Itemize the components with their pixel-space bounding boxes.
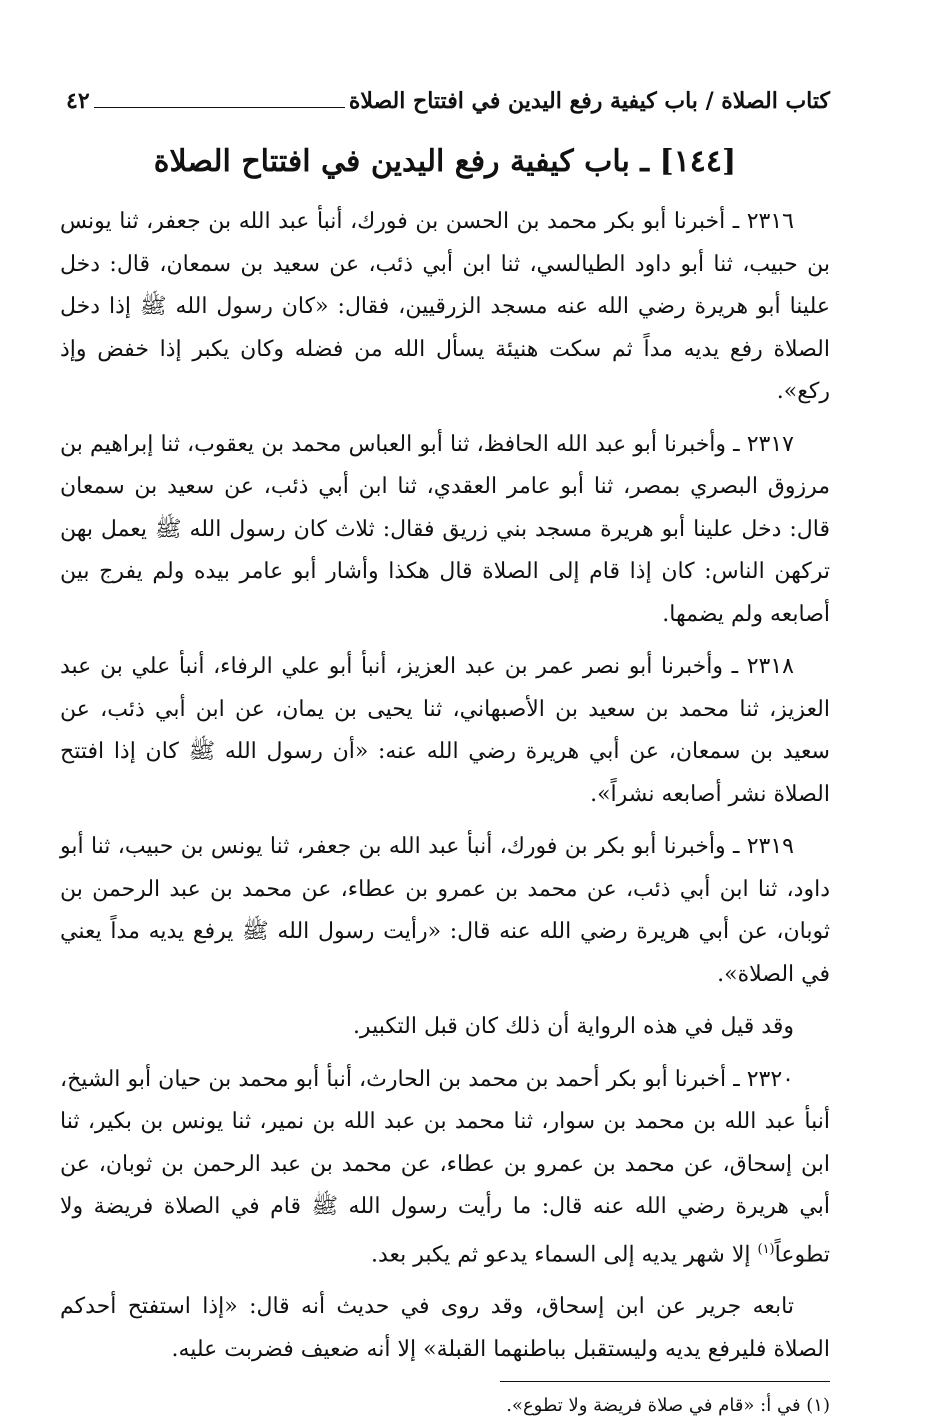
- hadith-2320-text-end: إلا شهر يديه إلى السماء يدعو ثم يكبر بعد.: [370, 1241, 758, 1267]
- footnote-reference: (١): [757, 1241, 775, 1257]
- header-rule: [94, 107, 345, 108]
- hadith-2318: ٢٣١٨ ـ وأخبرنا أبو نصر عمر بن عبد العزيز، أنبأ أبو علي الرفاء، أنبأ علي بن عبد العزيز، ثنا محمد بن سعيد بن الأصبهاني، ثنا يحيى بن يمان، عن ابن أبي ذئب، عن سعيد بن سمعان، عن أبي هريرة رضي الله عنه: «أن رسول الله ﷺ كان إذا افتتح الصلاة نشر أصابعه نشراً».: [60, 654, 830, 807]
- book-page: [60, 80, 830, 1420]
- hadith-2320: [60, 1059, 830, 1277]
- hadith-2319: ٢٣١٩ ـ وأخبرنا أبو بكر بن فورك، أنبأ عبد الله بن جعفر، ثنا يونس بن حبيب، ثنا أبو داود، ثنا ابن أبي ذئب، عن محمد بن عمرو بن عطاء، عن محمد بن عبد الرحمن بن ثوبان، عن أبي هريرة رضي الله عنه قال: «رأيت رسول الله ﷺ يرفع يديه مداً يعني في الصلاة».: [60, 834, 830, 987]
- chapter-title: [١٤٤] ـ باب كيفية رفع اليدين في افتتاح الصلاة: [153, 144, 737, 179]
- footnote: (١) في أ: «قام في صلاة فريضة ولا تطوع».: [506, 1395, 830, 1417]
- running-title: كتاب الصلاة / باب كيفية رفع اليدين في افتتاح الصلاة: [348, 88, 830, 114]
- commentary-note: وقد قيل في هذه الرواية أن ذلك كان قبل التكبير.: [352, 1014, 794, 1039]
- hadith-2316: ٢٣١٦ ـ أخبرنا أبو بكر محمد بن الحسن بن فورك، أنبأ عبد الله بن جعفر، ثنا يونس بن حبيب، ثنا أبو داود الطيالسي، ثنا ابن أبي ذئب، عن سعيد بن سمعان، قال: دخل علينا أبو هريرة رضي الله عنه مسجد الزرقيين، فقال: «كان رسول الله ﷺ إذا دخل الصلاة رفع يديه مداً ثم سكت هنيئة يسأل الله من فضله وكان يكبر إذا خفض وإذ ركع».: [60, 209, 830, 404]
- hadith-2320-text: ٢٣٢٠ ـ أخبرنا أبو بكر أحمد بن محمد بن الحارث، أنبأ أبو محمد بن حيان أبو الشيخ، أنبأ عبد الله بن محمد بن سوار، ثنا محمد بن عبد الله بن نمير، ثنا يونس بن بكير، ثنا ابن إسحاق، عن محمد بن عمرو بن عطاء، عن محمد بن عبد الرحمن بن ثوبان، عن أبي هريرة رضي الله عنه قال: ما رأيت رسول الله ﷺ قام في الصلاة فريضة ولا تطوعاً: [60, 1066, 830, 1267]
- closing-paragraph: تابعه جرير عن ابن إسحاق، وقد روى في حديث أنه قال: «إذا استفتح أحدكم الصلاة فليرفع يديه وليستقبل بباطنهما القبلة» إلا أنه ضعيف فضربت عليه.: [60, 1294, 830, 1362]
- page-number: ٤٢: [66, 88, 90, 114]
- running-header: [60, 80, 830, 114]
- hadith-2317: ٢٣١٧ ـ وأخبرنا أبو عبد الله الحافظ، ثنا أبو العباس محمد بن يعقوب، ثنا إبراهيم بن مرزوق البصري بمصر، ثنا أبو عامر العقدي، ثنا ابن أبي ذئب، عن سعيد بن سمعان قال: دخل علينا أبو هريرة مسجد بني زريق فقال: ثلاث كان رسول الله ﷺ يعمل بهن تركهن الناس: كان إذا قام إلى الصلاة قال هكذا وأشار أبو عامر بيده ولم يفرج بين أصابعه ولم يضمها.: [60, 431, 830, 627]
- footnote-divider: [500, 1381, 830, 1382]
